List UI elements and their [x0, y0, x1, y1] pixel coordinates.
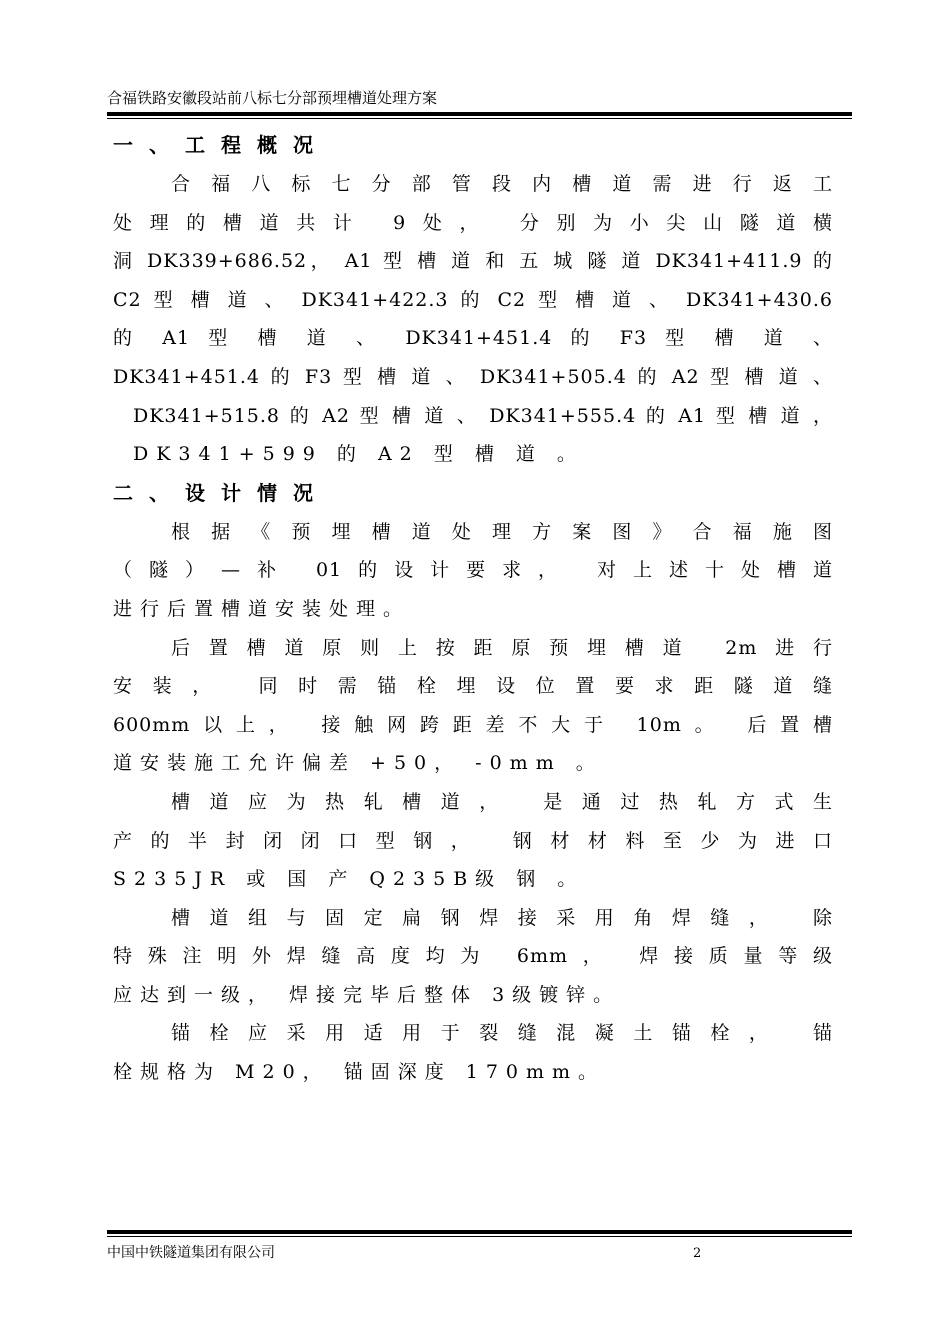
text-line: 600mm以上， 接触网跨距差不大于 10m。 后置槽 — [113, 713, 833, 736]
footer-rule-thin — [107, 1236, 852, 1237]
header-rule-thin — [107, 118, 852, 119]
text-line: 后置槽道原则上按距原预埋槽道 2m进行 — [171, 636, 833, 659]
paragraph-design-3 — [113, 783, 833, 899]
text-line: 洞 DK339+686.52， A1 型 槽 道 和 五 城 隧 道 DK341+411.9 的 — [113, 250, 833, 273]
paragraph-design-5 — [113, 1014, 833, 1091]
paragraph-design-1 — [113, 513, 833, 629]
text-line: 槽道应为热轧槽道， 是通过热轧方式生 — [171, 790, 833, 813]
section-heading-design: 二、设计情况 — [113, 480, 329, 505]
footer-company: 中国中铁隧道集团有限公司 — [107, 1245, 275, 1261]
header-rule — [107, 112, 852, 116]
paragraph-overview — [113, 165, 833, 474]
text-line: 根据《预埋槽道处理方案图》合福施图 — [171, 520, 833, 543]
text-line: 道安装施工允许偏差 +50， -0mm 。 — [113, 752, 603, 775]
text-line: S235JR 或 国 产 Q235B级 钢 。 — [113, 868, 585, 891]
text-line: 特殊注明外焊缝高度均为 6mm， 焊接质量等级 — [113, 945, 833, 968]
text-line: DK341+451.4 的 F3 型 槽 道 、 DK341+505.4 的 A2 型 槽 道 、 — [113, 365, 833, 388]
text-line: 处理的槽道共计 9处， 分别为小尖山隧道横 — [113, 211, 833, 234]
document-title: 合福铁路安徽段站前八标七分部预埋槽道处理方案 — [107, 89, 438, 107]
footer-rule — [107, 1230, 852, 1234]
section-heading-overview: 一、工程概况 — [113, 133, 329, 157]
text-line: DK341+599 的 A2 型 槽 道 。 — [133, 443, 584, 466]
text-line: 的 A1 型 槽 道 、 DK341+451.4 的 F3 型 槽 道 、 — [113, 327, 833, 350]
page-footer — [107, 1230, 852, 1267]
paragraph-design-2 — [113, 629, 833, 783]
text-line: 产的半封闭闭口型钢， 钢材材料至少为进口 — [113, 829, 833, 852]
text-line: 安装， 同时需锚栓埋设位置要求距隧道缝 — [113, 675, 833, 698]
text-line: 栓规格为 M20， 锚固深度 170mm。 — [113, 1061, 606, 1084]
text-line: DK341+515.8 的 A2 型 槽 道 、 DK341+555.4 的 A1 型 槽 道 ， — [133, 404, 833, 427]
footer-row — [107, 1243, 852, 1267]
paragraph-design-4 — [113, 899, 833, 1015]
page-number: 2 — [693, 1246, 702, 1261]
text-line: 锚栓应采用适用于裂缝混凝土锚栓， 锚 — [171, 1022, 833, 1045]
page-header — [107, 88, 852, 119]
text-line: 合福八标七分部管段内槽道需进行返工 — [171, 173, 833, 195]
text-line: C2 型 槽 道 、 DK341+422.3 的 C2 型 槽 道 、 DK341+430.6 — [113, 288, 833, 311]
text-line: （隧）—补 01的设计要求， 对上述十处槽道 — [113, 559, 833, 582]
document-body — [113, 126, 833, 1092]
text-line: 进行后置槽道安装处理。 — [113, 597, 411, 620]
text-line: 槽道组与固定扁钢焊接采用角焊缝， 除 — [171, 906, 833, 929]
text-line: 应达到一级， 焊接完毕后整体 3级镀锌。 — [113, 983, 621, 1006]
